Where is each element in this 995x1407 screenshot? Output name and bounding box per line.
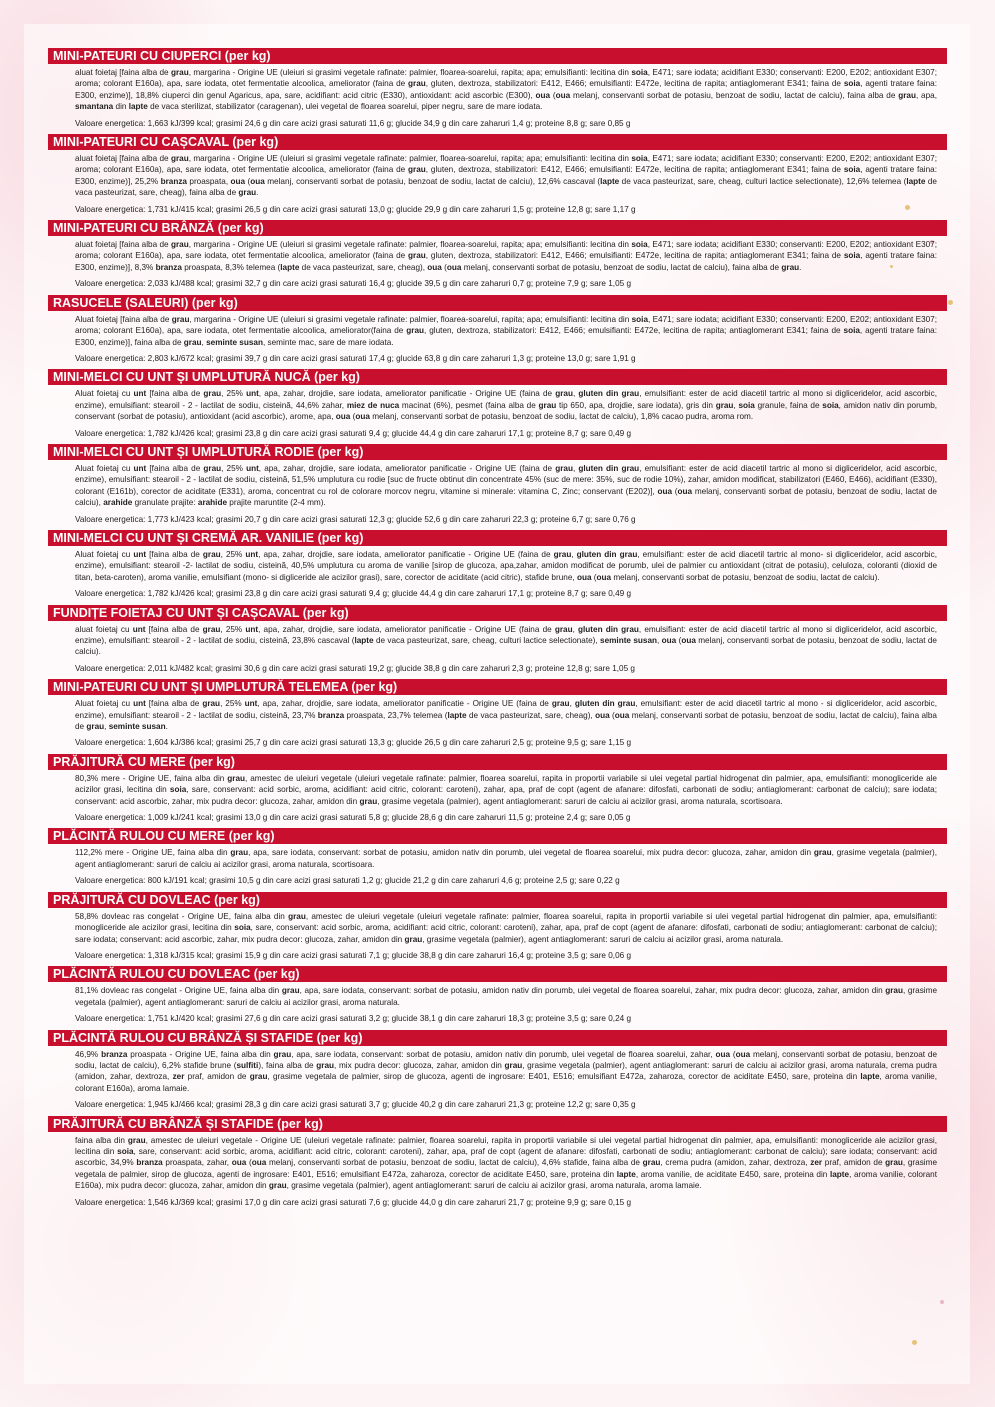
allergen-highlight: seminte susan	[108, 722, 166, 732]
product-title: MINI-PATEURI CU BRÂNZĂ (per kg)	[48, 220, 947, 236]
allergen-highlight: oua	[446, 262, 462, 272]
nutrition-values: Valoare energetica: 1,773 kJ/423 kcal; grasimi 20,7 g din care acizi grasi saturati 12,3 g; glucide 52,6 g din care zaharuri 22,3 g; proteine 6,7 g; sare 0,76 g	[75, 514, 636, 524]
ingredients-text: Aluat foietaj cu unt [faina alba de grau, 25% unt, apa, zahar, drojdie, sare iodata, ameliorator panificatie - Origine UE (faina de grau, gluten din grau, emulsifiant: ester de acid diacetil tartric al mono si digliceridelor, acid ascorbic, enzime), emulsifiant: stearoil - 2 - lactilat de sodiu, cisteină, 51,5% umplutura cu rodie [suc de fructe obtinut din concentrate 45% (suc de mere: 35%, suc de rodie 10%), zahar, amidon modificat, stabilizatori (E460, E466), acidifiant (E330), colorant (E161b), corector de aciditate (E331), aroma, concentrat cu rol de colorare morcov negru, vitamine si minerale: vitamina C, Zinc; conservant (E202)], oua (oua melanj, conservanti sorbat de potasiu, benzoat de sodiu, lactat de calciu), arahide granulate prajite: arahide prajite maruntite (2-4 mm).	[75, 463, 937, 508]
ingredients-text: aluat foietaj [faina alba de grau, margarina - Origine UE (uleiuri si grasimi vegetale rafinate: palmier, floarea-soarelui, rapita; apa; emulsifianti: lecitina din soia, E471; sare iodata; acidifiant E330; conservanti: E200, E202; antioxidant E307; aroma; colorant E160a), apa, sare iodata, otet fermentatie alcoolica, ameliorator (faina de grau, gluten, dextroza, stabilizatori: E412, E466; emulsifianti: E472e, lecitina de rapita; antiaglomerant E341; faina de soia, agenti tratare faina: E300, enzime)], 8,3% branza proaspata, 8,3% telemea (lapte de vaca pasteurizat, sare, cheag), oua (oua melanj, conservanti sorbat de potasiu, benzoat de sodiu, lactat de calciu), faina alba de grau.	[75, 240, 938, 272]
allergen-highlight: grau	[273, 1049, 292, 1059]
nutrition-values: Valoare energetica: 1,945 kJ/466 kcal; grasimi 28,3 g din care acizi grasi saturati 3,7 g; glucide 40,2 g din care zaharuri 21,3 g; proteine 12,2 g; sare 0,35 g	[75, 1100, 636, 1110]
allergen-highlight: grau	[227, 773, 246, 783]
allergen-highlight: branza	[136, 1158, 163, 1168]
product-section	[48, 966, 947, 1026]
allergen-highlight: grau	[86, 722, 105, 732]
allergen-highlight: grau	[813, 848, 832, 858]
allergen-highlight: arahide	[197, 498, 228, 508]
allergen-highlight: gluten din grau	[576, 549, 638, 559]
product-title: RASUCELE (SALEURI) (per kg)	[48, 295, 947, 311]
allergen-highlight: grau	[408, 79, 426, 89]
allergen-highlight: soia	[631, 240, 648, 250]
allergen-highlight: grau	[408, 251, 426, 261]
product-title: MINI-PATEURI CU UNT ȘI UMPLUTURĂ TELEMEA (per kg)	[48, 679, 947, 695]
nutrition-values: Valoare energetica: 2,011 kJ/482 kcal; grasimi 30,6 g din care acizi grasi saturati 19,2 g; glucide 38,8 g din care zaharuri 2,3 g; proteine 12,8 g; sare 1,05 g	[75, 663, 635, 673]
allergen-highlight: soia	[631, 314, 648, 324]
allergen-highlight: oua	[681, 636, 696, 645]
allergen-highlight: soia	[117, 1146, 134, 1156]
allergen-highlight: grau	[554, 624, 573, 634]
allergen-highlight: lapte	[829, 1169, 850, 1179]
product-title: PRĂJITURĂ CU BRÂNZĂ ȘI STAFIDE (per kg)	[48, 1116, 947, 1132]
product-title: FUNDIȚE FOIETAJ CU UNT ȘI CAȘCAVAL (per kg)	[48, 605, 947, 621]
allergen-highlight: soia	[631, 68, 648, 77]
allergen-highlight: grau	[555, 389, 573, 399]
allergen-highlight: oua	[677, 486, 693, 496]
product-section	[48, 295, 947, 367]
ingredients-text: Aluat foietaj cu unt [faina alba de grau, 25% unt, apa, zahar, drojdie, sare iodata, ameliorator panificatie - Origine UE (faina de grau, gluten din grau, emulsifiant: ester de acid diacetil tartric al mono- si digliceridelor, acid ascorbic, enzime), emulsifiant: stearoil -2- lactilat de sodiu, cisteină, 40,5% umplutura cu aroma de vanilie [sirop de glucoza, apa,zahar, amidon modificat de porumb, ulei de palmier cu antioxidant (citrat de potasiu), celuloza, coloranti (dioxid de titan, beta-caroten), aroma vanilie, emulsifiant (mono- si digliceride ale acizilor grasi), sare, corector de aciditate (acid citric), stafide brune, oua (oua melanj, conservanti sorbat de potasiu, benzoat de sodiu, lactat de calciu).	[75, 549, 937, 582]
ingredients-text: 112,2% mere - Origine UE, faina alba din grau, apa, sare iodata, conservant: sorbat de potasiu, amidon nativ din porumb, ulei vegetal de floarea soarelui, mix pudra decor: glucoza, zahar, amidon din grau, grasime vegetala (palmier), agent antiaglomerant: saruri de calciu ai acizilor grasi, aroma naturala, scortisoara.	[75, 848, 937, 869]
allergen-highlight: grau	[642, 1158, 661, 1168]
allergen-highlight: soia	[169, 785, 187, 795]
allergen-highlight: grau	[885, 986, 903, 996]
product-section	[48, 605, 947, 677]
allergen-highlight: soia	[843, 251, 861, 261]
allergen-highlight: oua	[576, 572, 592, 582]
nutrition-values: Valoare energetica: 2,033 kJ/488 kcal; grasimi 32,7 g din care acizi grasi saturati 16,4 g; glucide 39,5 g din care zaharuri 0,7 g; proteine 7,9 g; sare 1,05 g	[75, 279, 632, 289]
nutrition-values: Valoare energetica: 800 kJ/191 kcal; grasimi 10,5 g din care acizi grasi saturati 1,2 g; glucide 21,2 g din care zaharuri 4,6 g; proteine 2,5 g; sare 0,22 g	[75, 876, 620, 886]
allergen-highlight: grau	[715, 400, 734, 410]
allergen-highlight: gluten din grau	[574, 699, 636, 709]
product-title: PLĂCINTĂ RULOU CU DOVLEAC (per kg)	[48, 966, 947, 982]
allergen-highlight: miez de nuca	[346, 400, 400, 410]
allergen-highlight: gluten din grau	[578, 389, 640, 399]
allergen-highlight: unt	[133, 699, 146, 709]
allergen-highlight: soia	[234, 923, 251, 933]
allergen-highlight: oua	[251, 1158, 267, 1168]
product-section	[48, 530, 947, 602]
product-title: MINI-PATEURI CU CIUPERCI (per kg)	[48, 48, 947, 64]
allergen-highlight: lapte	[600, 176, 620, 186]
product-title: MINI-MELCI CU UNT ȘI UMPLUTURĂ NUCĂ (per kg)	[48, 369, 947, 385]
allergen-highlight: unt	[132, 624, 146, 634]
allergen-highlight: grau	[288, 911, 306, 921]
nutrition-values: Valoare energetica: 1,318 kJ/315 kcal; grasimi 15,9 g din care acizi grasi saturati 7,1 g; glucide 38,8 g din care zaharuri 16,4 g; proteine 3,5 g; sare 0,06 g	[75, 950, 632, 960]
allergen-highlight: grau	[406, 326, 425, 336]
nutrition-values: Valoare energetica: 1,731 kJ/415 kcal; grasimi 26,5 g din care acizi grasi saturati 13,0 g; glucide 29,9 g din care zaharuri 1,5 g; proteine 12,8 g; sare 1,17 g	[75, 204, 636, 214]
product-title: PRĂJITURĂ CU DOVLEAC (per kg)	[48, 892, 947, 908]
product-title: PRĂJITURĂ CU MERE (per kg)	[48, 754, 947, 770]
allergen-highlight: branza	[317, 710, 345, 720]
allergen-highlight: soia	[631, 154, 648, 164]
nutrition-values: Valoare energetica: 1,782 kJ/426 kcal; grasimi 23,8 g din care acizi grasi saturati 9,4 g; glucide 44,4 g din care zaharuri 17,1 g; proteine 8,7 g; sare 0,49 g	[75, 428, 632, 438]
allergen-highlight: unt	[133, 389, 147, 399]
allergen-highlight: grau	[238, 188, 257, 198]
allergen-highlight: oua	[614, 710, 630, 720]
allergen-highlight: gluten din grau	[578, 624, 639, 634]
decor-dot	[940, 1300, 944, 1304]
allergen-highlight: smantana	[75, 102, 114, 112]
allergen-highlight: grau	[268, 1181, 287, 1191]
allergen-highlight: unt	[246, 463, 259, 473]
allergen-highlight: oua	[335, 412, 351, 422]
allergen-highlight: unt	[246, 389, 259, 399]
allergen-highlight: grau	[555, 463, 573, 473]
decor-dot	[948, 300, 953, 305]
allergen-highlight: lapte	[860, 1072, 880, 1082]
product-section	[48, 679, 947, 751]
allergen-highlight: grau	[359, 796, 378, 806]
ingredients-text: aluat foietaj [faina alba de grau, margarina - Origine UE (uleiuri si grasimi vegetale rafinate: palmier, floarea-soarelui, rapita; apa; emulsifianti: lecitina din soia, E471; sare iodata; acidifiant E330; conservanti: E200, E202; antioxidant E307; aroma; colorant E160a), apa, sare iodata, otet fermentatie alcoolica, ameliorator (faina de grau, gluten, dextroza, stabilizatori: E412, E466; emulsifianti: E472e, lecitina de rapita; antiaglomerant E341; faina de soia, agenti tratare faina: E300, enzime)], 18,8% ciuperci din genul Agaricus, apa, sare, acidifiant: acid citric (E330), antioxidant: acid ascorbic (E300), oua (oua melanj, conservanti sorbat de potasiu, benzoat de sodiu, lactat de calciu), faina alba de grau, apa, smantana din lapte de vaca sterilizat, stabilizator (caragenan), ulei vegetal de floarea soarelui, piper negru, sare de mare iodata.	[75, 68, 938, 112]
allergen-highlight: grau	[898, 90, 916, 100]
ingredients-text: 81,1% dovleac ras congelat - Origine UE, faina alba din grau, apa, sare iodata, conservant: sorbat de potasiu, amidon nativ din porumb, ulei vegetal de floarea soarelui, zahar, mix pudra decor: glucoza, zahar, amidon din grau, grasime vegetala (palmier), agent antiaglomerant: saruri de calciu ai acizilor grasi, aroma naturala.	[75, 986, 937, 1007]
allergen-highlight: lapte	[354, 636, 374, 645]
allergen-highlight: oua	[250, 176, 265, 186]
allergen-highlight: lapte	[280, 262, 300, 272]
allergen-highlight: branza	[160, 176, 187, 186]
product-section	[48, 1116, 947, 1210]
allergen-highlight: grau	[316, 1060, 335, 1070]
allergen-highlight: grau	[408, 165, 426, 175]
allergen-highlight: grau	[551, 699, 570, 709]
allergen-highlight: oua	[231, 1158, 247, 1168]
ingredients-text: 58,8% dovleac ras congelat - Origine UE, faina alba din grau, amestec de uleiuri vegetale (uleiuri vegetale rafinate: palmier, floarea soarelui, rapita in proportii variabile si ulei vegetal partial hidrogenat din palmier, apa, emulsifianti: monogliceride ale acizilor grasi, lecitina din soia, sare, conservant: acid sorbic, aroma, acidifiant: acid citric, colorant: caroteni), zahar, apa, praf de copt (agent de afanare: difosfati, carbonati de sodiu; antiaglomerant: carbonat de calciu); sare iodata; conservant: acid ascorbic, zahar, mix pudra decor: glucoza, zahar, amidon din grau, grasime vegetala (palmier), agent antiaglomerant: saruri de calciu ai acizilor grasi, aroma naturala.	[75, 911, 938, 944]
allergen-highlight: grau	[202, 699, 221, 709]
allergen-highlight: soia	[843, 79, 861, 89]
ingredients-text: faina alba din grau, amestec de uleiuri vegetale - Origine UE (uleiuri vegetale rafinate: palmier, floarea soarelui, rapita in proportii variabile si ulei vegetal partial hidrogenat din palmier, apa, emulsifianti: monogliceride ale acizilor grasi, lecitina din soia, sare, conservant: acid sorbic, aroma, acidifiant: acid citric, colorant: caroteni), zahar, apa, praf de copt (agent de afanare: difosfati, carbonati de sodiu; antiaglomerant: carbonat de calciu); sare iodata; conservant: acid ascorbic, 34,9% branza proaspata, zahar, oua (oua melanj, conservanti sorbat de potasiu, benzoat de sodiu, lactat de calciu), 4,6% stafide, faina alba de grau, crema pudra (amidon, zahar, dextroza, zer praf, amidon de grau, grasime vegetala de palmier, sirop de glucoza, agenti de ingrosare: E401, E516; emulsifiant E472a, zaharoza, corector de aciditate E450, sare, proteina din lapte, aroma vanilie, de aciditate E450, sare, proteina din lapte, aroma vanilie, colorant E160a), mix pudra decor: glucoza, zahar, amidon din grau, grasime vegetala (palmier), agent antiaglomerant: saruri de calciu ai acizilor grasi, aroma naturala, aroma lamaie.	[75, 1135, 938, 1191]
allergen-highlight: oua	[230, 176, 246, 186]
allergen-highlight: soia	[843, 165, 861, 175]
allergen-highlight: grau	[170, 154, 189, 164]
allergen-highlight: soia	[822, 400, 839, 410]
product-title: MINI-MELCI CU UNT ȘI UMPLUTURĂ RODIE (per kg)	[48, 444, 947, 460]
allergen-highlight: grau	[553, 549, 572, 559]
ingredients-text: aluat foietaj cu unt [faina alba de grau, 25% unt, apa, zahar, drojdie, sare iodata, ameliorator panificatie - Origine UE (faina de grau, gluten din grau, emulsifiant: ester de acid diacetil tartric al mono si digliceridelor, acid ascorbic, enzime), emulsifiant: stearoil - 2 - lactilat de sodiu, cisteină, 23,8% cascaval (lapte de vaca pasteurizat, sare, cheag, culturi lactice selectionate), seminte susan, oua (oua melanj, conservanti sorbat de potasiu, benzoat de sodiu, lactat de calciu).	[75, 624, 937, 657]
nutrition-values: Valoare energetica: 1,663 kJ/399 kcal; grasimi 24,6 g din care acizi grasi saturati 11,6 g; glucide 34,9 g din care zaharuri 1,4 g; proteine 8,8 g; sare 0,85 g	[75, 118, 631, 128]
ingredients-text: Aluat foietaj [faina alba de grau, margarina - Origine UE (uleiuri si grasimi vegetale rafinate: palmier, floarea-soarelui, rapita; apa; emulsifianti: lecitina din soia, E471; sare iodata; acidifiant E330; conservanti: E200, E202; antioxidant E307; aroma; colorant E160a), apa, sare iodata, otet fermentatie alcoolica, ameliorator(faina de grau, gluten, dextroza, stabilizatori: E412, E466; emulsifianti: E472e, lecitina de rapita; antiaglomerant E341; faina de soia, agenti tratare faina: E300, enzime)], faina alba de grau, seminte susan, seminte mac, sare de mare iodata.	[75, 314, 937, 347]
allergen-highlight: oua	[595, 710, 610, 720]
ingredients-list	[48, 48, 947, 1213]
allergen-highlight: oua	[657, 486, 673, 496]
allergen-highlight: soia	[843, 326, 860, 336]
allergen-highlight: oua	[535, 90, 551, 100]
nutrition-values: Valoare energetica: 2,803 kJ/672 kcal; grasimi 39,7 g din care acizi grasi saturati 17,4 g; glucide 63,8 g din care zaharuri 1,3 g; proteine 13,0 g; sare 1,91 g	[75, 353, 636, 363]
allergen-highlight: grau	[781, 262, 800, 272]
allergen-highlight: lapte	[447, 710, 467, 720]
allergen-highlight: grau	[538, 400, 557, 410]
allergen-highlight: grau	[281, 986, 300, 996]
product-title: MINI-MELCI CU UNT ȘI CREMĂ AR. VANILIE (per kg)	[48, 530, 947, 546]
decor-dot	[912, 1340, 917, 1345]
nutrition-values: Valoare energetica: 1,782 kJ/426 kcal; grasimi 23,8 g din care acizi grasi saturati 9,4 g; glucide 44,4 g din care zaharuri 17,1 g; proteine 8,7 g; sare 0,49 g	[75, 589, 632, 599]
allergen-highlight: lapte	[616, 1169, 636, 1179]
nutrition-values: Valoare energetica: 1,604 kJ/386 kcal; grasimi 25,7 g din care acizi grasi saturati 13,3 g; glucide 26,5 g din care zaharuri 2,5 g; proteine 9,5 g; sare 1,15 g	[75, 738, 632, 748]
allergen-highlight: grau	[171, 314, 190, 324]
allergen-highlight: oua	[661, 636, 677, 645]
allergen-highlight: unt	[244, 699, 258, 709]
ingredients-text: Aluat foietaj cu unt [faina alba de grau, 25% unt, apa, zahar, drojdie, sare iodata, ameliorator panificatie - Origine UE (faina de grau, gluten din grau, emulsifiant: ester de acid diacetil tartric al mono si digliceridelor, acid ascorbic, enzime), emulsifiant: stearoil - 2 - lactilat de sodiu, cisteină, 44,6% zahar, miez de nuca macinat (6%), pesmet (faina alba de grau tip 650, apa, drojdie, sare iodata), gris din grau, soia granule, faina de soia, amidon nativ din porumb, conservant (sorbat de potasiu), antioxidant (acid ascorbic), arome, apa, oua (oua melanj, conservanti sorbat de potasiu, benzoat de sodiu, lactat de calciu), 1,8% cacao pudra, aroma rom.	[75, 389, 938, 422]
product-section	[48, 828, 947, 888]
allergen-highlight: grau	[230, 848, 249, 858]
nutrition-values: Valoare energetica: 1,751 kJ/420 kcal; grasimi 27,6 g din care acizi grasi saturati 3,2 g; glucide 38,1 g din care zaharuri 18,3 g; proteine 3,5 g; sare 0,24 g	[75, 1014, 632, 1024]
allergen-highlight: zer	[172, 1072, 185, 1082]
allergen-highlight: arahide	[103, 498, 133, 508]
allergen-highlight: grau	[170, 240, 189, 250]
allergen-highlight: grau	[404, 934, 423, 944]
allergen-highlight: seminte susan	[600, 636, 658, 645]
allergen-highlight: oua	[355, 412, 370, 422]
allergen-highlight: zer	[810, 1158, 823, 1168]
ingredients-text: Aluat foietaj cu unt [faina alba de grau, 25% unt, apa, zahar, drojdie, sare iodata, ameliorator panificatie - Origine UE (faina de grau, gluten din grau, emulsifiant: ester de acid diacetil tartric al mono - si digliceridelor, acid ascorbic, enzime), emulsifiant: stearoil - 2 - lactilat de sodiu, cisteină, 23,7% branza proaspata, 23,7% telemea (lapte de vaca pasteurizat, sare, cheag), oua (oua melanj, conservanti sorbat de potasiu, benzoat de sodiu, lactat de calciu), faina alba de grau, seminte susan.	[75, 699, 937, 732]
allergen-highlight: oua	[735, 1049, 751, 1059]
allergen-highlight: unt	[133, 463, 147, 473]
product-section	[48, 444, 947, 527]
allergen-highlight: unt	[133, 549, 147, 559]
allergen-highlight: grau	[203, 463, 222, 473]
allergen-highlight: grau	[127, 1135, 146, 1145]
ingredients-text: 46,9% branza proaspata - Origine UE, faina alba din grau, apa, sare iodata, conservant: sorbat de potasiu, amidon nativ din porumb, ulei vegetal de floarea soarelui, zahar, oua (oua melanj, conservanti sorbat de potasiu, benzoat de sodiu, lactat de calciu), 6,2% stafide brune (sulfiti), faina alba de grau, mix pudra decor: glucoza, zahar, amidon din grau, grasime vegetala (palmier), agent antiaglomerant: saruri de calciu ai acizilor grasi, aroma naturala, crema pudra (amidon, zahar, dextroza, zer praf, amidon de grau, grasime vegetala de palmier, sirop de glucoza, agenti de ingrosare: E401, E516; emulsifiant E472a, zaharoza, corector de aciditate E450, sare, proteina din lapte, aroma vanilie, colorant E160a), aroma lamaie.	[75, 1049, 937, 1093]
product-section	[48, 892, 947, 964]
allergen-highlight: oua	[427, 262, 442, 272]
allergen-highlight: sulfiti	[236, 1060, 259, 1070]
allergen-highlight: grau	[504, 1060, 523, 1070]
product-section	[48, 754, 947, 826]
allergen-highlight: branza	[101, 1049, 128, 1059]
allergen-highlight: oua	[715, 1049, 730, 1059]
allergen-highlight: grau	[170, 68, 189, 77]
product-title: PLĂCINTĂ RULOU CU BRÂNZĂ ȘI STAFIDE (per kg)	[48, 1030, 947, 1046]
allergen-highlight: seminte susan	[206, 337, 263, 347]
product-section	[48, 220, 947, 292]
allergen-highlight: grau	[885, 1158, 903, 1168]
allergen-highlight: grau	[202, 549, 221, 559]
allergen-highlight: grau	[203, 389, 222, 399]
allergen-highlight: branza	[155, 262, 182, 272]
nutrition-values: Valoare energetica: 1,009 kJ/241 kcal; grasimi 13,0 g din care acizi grasi saturati 5,8 g; glucide 28,6 g din care zaharuri 11,5 g; proteine 2,4 g; sare 0,05 g	[75, 813, 631, 823]
product-section	[48, 1030, 947, 1113]
allergen-highlight: lapte	[128, 102, 148, 112]
allergen-highlight: unt	[245, 624, 259, 634]
allergen-highlight: grau	[183, 337, 202, 347]
allergen-highlight: unt	[245, 549, 259, 559]
product-section	[48, 134, 947, 217]
allergen-highlight: oua	[596, 572, 612, 582]
allergen-highlight: grau	[202, 624, 221, 634]
allergen-highlight: grau	[249, 1072, 268, 1082]
allergen-highlight: oua	[555, 90, 571, 100]
product-title: MINI-PATEURI CU CAȘCAVAL (per kg)	[48, 134, 947, 150]
product-title: PLĂCINTĂ RULOU CU MERE (per kg)	[48, 828, 947, 844]
allergen-highlight: gluten din grau	[578, 463, 640, 473]
allergen-highlight: soia	[738, 400, 755, 410]
ingredients-text: aluat foietaj [faina alba de grau, margarina - Origine UE (uleiuri si grasimi vegetale rafinate: palmier, floarea-soarelui, rapita; apa; emulsifianti: lecitina din soia, E471; sare iodata; acidifiant E330; conservanti: E200, E202; antioxidant E307; aroma; colorant E160a), apa, sare iodata, otet fermentatie alcoolica, ameliorator (faina de grau, gluten, dextroza, stabilizatori: E412, E466; emulsifianti: E472e, lecitina de rapita; antiaglomerant E341; faina de soia, agenti tratare faina: E300, enzime)], 25,2% branza proaspata, oua (oua melanj, conservanti sorbat de potasiu, benzoat de sodiu, lactat de calciu), 12,6% cascaval (lapte de vaca pasteurizat, sare, cheag, culturi lactice selectionate), 12,6% telemea (lapte de vaca pasteurizat, sare, cheag), faina alba de grau.	[75, 154, 938, 198]
product-section	[48, 369, 947, 441]
product-section	[48, 48, 947, 131]
nutrition-values: Valoare energetica: 1,546 kJ/369 kcal; grasimi 17,0 g din care acizi grasi saturati 7,6 g; glucide 44,0 g din care zaharuri 21,7 g; proteine 9,9 g; sare 0,15 g	[75, 1197, 632, 1207]
allergen-highlight: lapte	[906, 176, 926, 186]
ingredients-text: 80,3% mere - Origine UE, faina alba din grau, amestec de uleiuri vegetale (uleiuri vegetale rafinate: palmier, floarea soarelui, rapita in proportii variabile si ulei vegetal partial hidrogenat din palmier, apa, emulsifianti: monogliceride ale acizilor grasi, lecitina din soia, sare, conservant: acid sorbic, aroma, acidifiant: acid citric, colorant: caroteni), zahar, apa, praf de copt (agent de afanare: difosfati, carbonati de sodiu; antiaglomerant: carbonat de calciu); sare iodata; conservant: acid ascorbic, zahar, mix pudra decor: glucoza, zahar, amidon din grau, grasime vegetala (palmier), agent antiaglomerant: saruri de calciu ai acizilor grasi, aroma naturala, scortisoara.	[75, 773, 937, 806]
